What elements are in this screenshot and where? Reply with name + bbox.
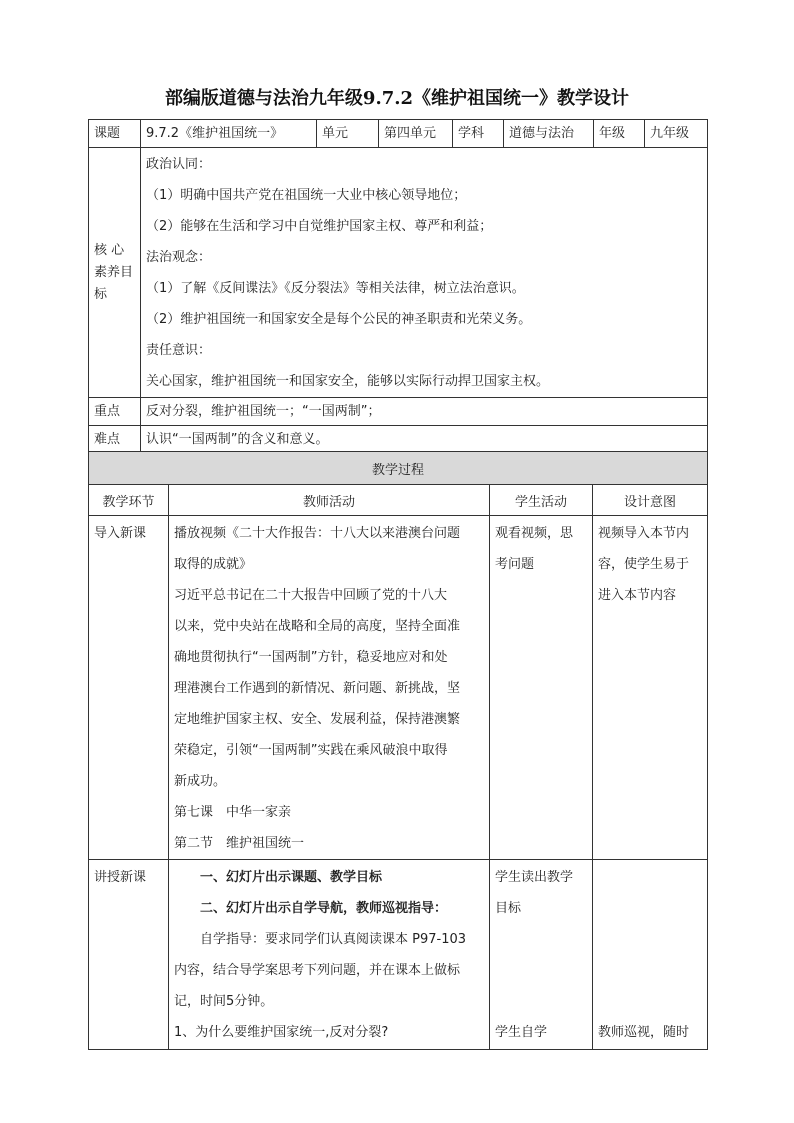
key-point-value: 反对分裂，维护祖国统一；“一国两制”； (141, 398, 708, 426)
intent-line: 容，使学生易于 (598, 557, 690, 572)
grade-label: 年级 (594, 120, 645, 148)
teacher-line: 第二节 维护祖国统一 (174, 836, 305, 851)
teacher-line: 荣稳定，引领“一国两制”实践在乘风破浪中取得 (174, 743, 448, 758)
intro-row (89, 516, 708, 860)
goal-line: （1）了解《反间谍法》《反分裂法》等相关法律，树立法治意识。 (146, 281, 525, 296)
intro-design-intent (593, 516, 708, 860)
goal-line: （2）能够在生活和学习中自觉维护国家主权、尊严和利益； (146, 219, 493, 234)
teacher-line: 以来，党中央站在战略和全局的高度，坚持全面准 (174, 619, 461, 634)
goal-line: 政治认同： (146, 157, 212, 172)
difficulty-value: 认识“一国两制”的含义和意义。 (141, 426, 708, 454)
question-one: 1、为什么要维护国家统一,反对分裂? (174, 1025, 389, 1040)
new-lesson-design-intent (593, 860, 708, 1050)
lesson-info-table (88, 119, 708, 454)
teacher-line: 确地贯彻执行“一国两制”方针，稳妥地应对和处 (174, 650, 448, 665)
student-line: 考问题 (495, 557, 535, 572)
process-heading: 教学过程 (89, 452, 708, 485)
step-one: 一、幻灯片出示课题、教学目标 (200, 870, 383, 885)
new-lesson-stage: 讲授新课 (89, 860, 169, 1050)
intro-stage: 导入新课 (89, 516, 169, 860)
page-title: 部编版道德与法治九年级9.7.2《维护祖国统一》教学设计 (164, 88, 630, 109)
student-line: 观看视频，思 (495, 526, 574, 541)
step-two: 二、幻灯片出示自学导航，教师巡视指导： (200, 901, 448, 916)
key-point-label: 重点 (89, 398, 141, 426)
grade-value: 九年级 (645, 120, 708, 148)
goal-line: 法治观念： (146, 250, 212, 265)
guide-line: 记，时间5分钟。 (174, 994, 274, 1009)
goal-line: 关心国家，维护祖国统一和国家安全，能够以实际行动捍卫国家主权。 (146, 374, 550, 389)
intent-line: 视频导入本节内 (598, 526, 690, 541)
student-line: 学生读出教学 (495, 870, 574, 885)
subject-value: 道德与法治 (504, 120, 594, 148)
teacher-line: 习近平总书记在二十大报告中回顾了党的十八大 (174, 588, 448, 603)
student-self-study: 学生自学 (495, 1025, 548, 1040)
unit-value: 第四单元 (379, 120, 453, 148)
new-lesson-student-activity (490, 860, 593, 1050)
teacher-line: 定地维护国家主权、安全、发展利益，保持港澳繁 (174, 712, 461, 727)
goals-label: 核 心 素养目标 (89, 148, 141, 398)
intent-line: 教师巡视，随时 (598, 1025, 690, 1040)
header-student: 学生活动 (490, 485, 593, 516)
guide-line: 内容，结合导学案思考下列问题，并在课本上做标 (174, 963, 461, 978)
goals-row (89, 148, 708, 398)
goal-line: 责任意识： (146, 343, 212, 358)
course-label: 课题 (89, 120, 141, 148)
intent-line: 进入本节内容 (598, 588, 677, 603)
goal-line: （1）明确中国共产党在祖国统一大业中核心领导地位； (146, 188, 467, 203)
process-header-row (89, 485, 708, 516)
student-line: 目标 (495, 901, 522, 916)
course-value: 9.7.2《维护祖国统一》 (141, 120, 317, 148)
header-intent: 设计意图 (593, 485, 708, 516)
teacher-line: 新成功。 (174, 774, 227, 789)
goal-line: （2）维护祖国统一和国家安全是每个公民的神圣职责和光荣义务。 (146, 312, 532, 327)
new-lesson-teacher-activity (169, 860, 490, 1050)
course-row (89, 120, 708, 148)
subject-label: 学科 (453, 120, 504, 148)
unit-label: 单元 (317, 120, 379, 148)
guide-line: 自学指导：要求同学们认真阅读课本 P97-103 (200, 932, 467, 947)
goals-content (141, 148, 708, 398)
key-point-row (89, 398, 708, 426)
teacher-line: 播放视频《二十大作报告：十八大以来港澳台问题 (174, 526, 461, 541)
header-stage: 教学环节 (89, 485, 169, 516)
process-heading-row (89, 452, 708, 485)
intro-teacher-activity (169, 516, 490, 860)
teacher-line: 理港澳台工作遇到的新情况、新问题、新挑战，坚 (174, 681, 461, 696)
difficulty-row (89, 426, 708, 454)
difficulty-label: 难点 (89, 426, 141, 454)
process-table (88, 451, 708, 1050)
teacher-line: 取得的成就》 (174, 557, 253, 572)
teacher-line: 第七课 中华一家亲 (174, 805, 292, 820)
header-teacher: 教师活动 (169, 485, 490, 516)
intro-student-activity (490, 516, 593, 860)
new-lesson-row (89, 860, 708, 1050)
